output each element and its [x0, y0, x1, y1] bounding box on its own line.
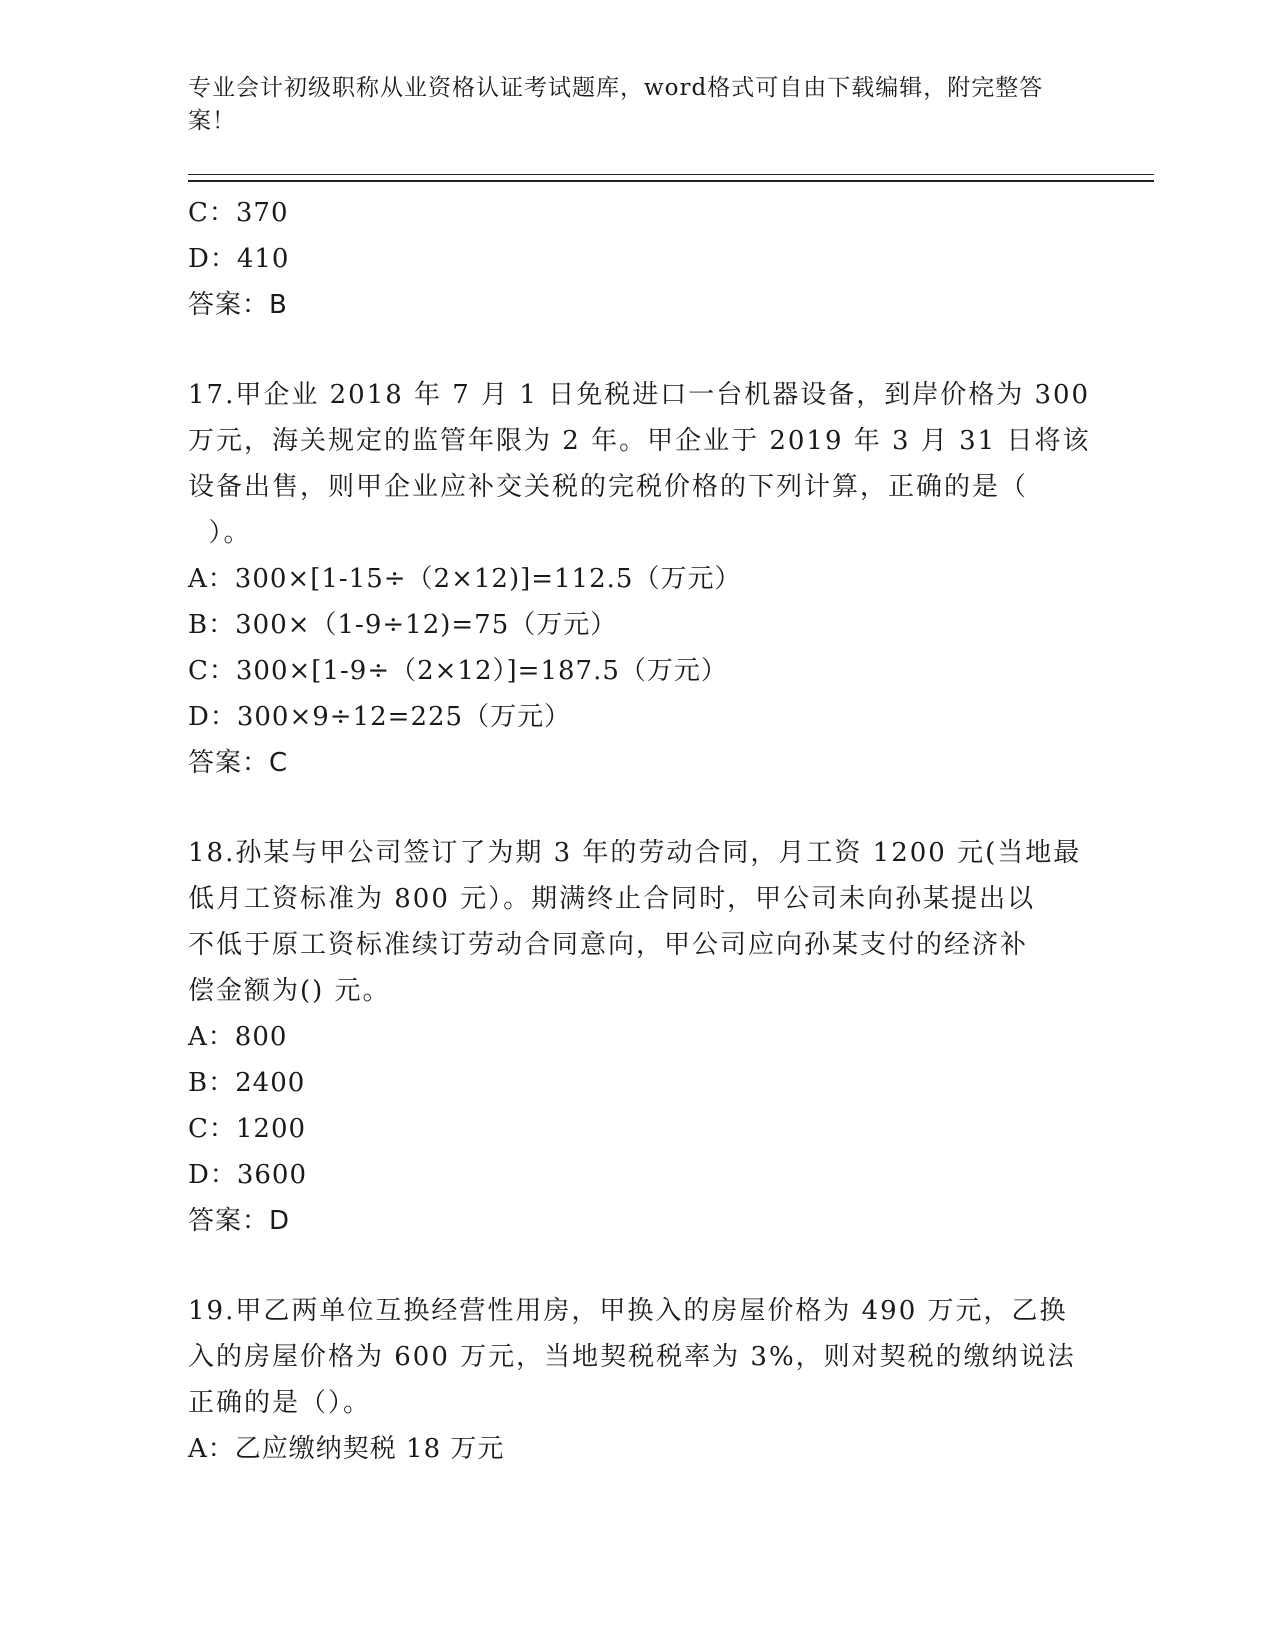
option-d: D：300×9÷12=225（万元） — [188, 702, 572, 732]
question-stem — [188, 372, 1091, 556]
option-a: A：800 — [188, 1022, 288, 1052]
stem-line: 万元，海关规定的监管年限为 2 年。甲企业于 2019 年 3 月 31 日将该 — [188, 426, 1091, 456]
option-c: C：1200 — [188, 1114, 307, 1144]
option-a: A：乙应缴纳契税 18 万元 — [188, 1434, 505, 1464]
header-line-1: 专业会计初级职称从业资格认证考试题库，word格式可自由下载编辑，附完整答 — [188, 75, 1044, 101]
stem-line: 19.甲乙两单位互换经营性用房，甲换入的房屋价格为 490 万元，乙换 — [188, 1296, 1068, 1326]
stem-line: 入的房屋价格为 600 万元，当地契税税率为 3%，则对契税的缴纳说法 — [188, 1342, 1076, 1372]
stem-line: 17.甲企业 2018 年 7 月 1 日免税进口一台机器设备，到岸价格为 300 — [188, 380, 1091, 410]
question-stem — [188, 1288, 1088, 1426]
page-header — [188, 72, 1068, 138]
question-16-tail — [188, 190, 1088, 328]
spacer — [188, 786, 1088, 830]
header-line-2: 案！ — [188, 108, 236, 134]
option-a: A：300×[1-15÷（2×12)]=112.5（万元） — [188, 564, 742, 594]
spacer — [188, 328, 1088, 372]
question-stem — [188, 830, 1088, 1014]
option-d: D：410 — [188, 244, 290, 274]
question-18 — [188, 830, 1088, 1244]
spacer — [188, 1244, 1088, 1288]
stem-line: 18.孙某与甲公司签订了为期 3 年的劳动合同，月工资 1200 元(当地最 — [188, 838, 1082, 868]
option-b: B：2400 — [188, 1068, 306, 1098]
stem-line: 偿金额为() 元。 — [188, 976, 391, 1006]
header-divider-thin — [188, 174, 1154, 175]
question-19 — [188, 1288, 1088, 1472]
stem-line: 低月工资标准为 800 元）。期满终止合同时，甲公司未向孙某提出以 — [188, 884, 1036, 914]
header-divider-thick — [188, 180, 1154, 182]
answer-label: 答案：C — [188, 748, 289, 778]
answer-label: 答案：D — [188, 1206, 291, 1236]
question-17 — [188, 372, 1091, 786]
answer-label: 答案：B — [188, 290, 288, 320]
option-c: C：300×[1-9÷（2×12）]=187.5（万元） — [188, 656, 728, 686]
stem-line: 设备出售，则甲企业应补交关税的完税价格的下列计算，正确的是（ — [188, 472, 1029, 502]
question-content — [188, 190, 1091, 1472]
stem-line: ）。 — [188, 518, 252, 548]
stem-line: 正确的是（）。 — [188, 1388, 372, 1418]
option-b: B：300×（1-9÷12)=75（万元） — [188, 610, 618, 640]
option-d: D：3600 — [188, 1160, 308, 1190]
stem-line: 不低于原工资标准续订劳动合同意向，甲公司应向孙某支付的经济补 — [188, 930, 1029, 960]
option-c: C：370 — [188, 198, 289, 228]
